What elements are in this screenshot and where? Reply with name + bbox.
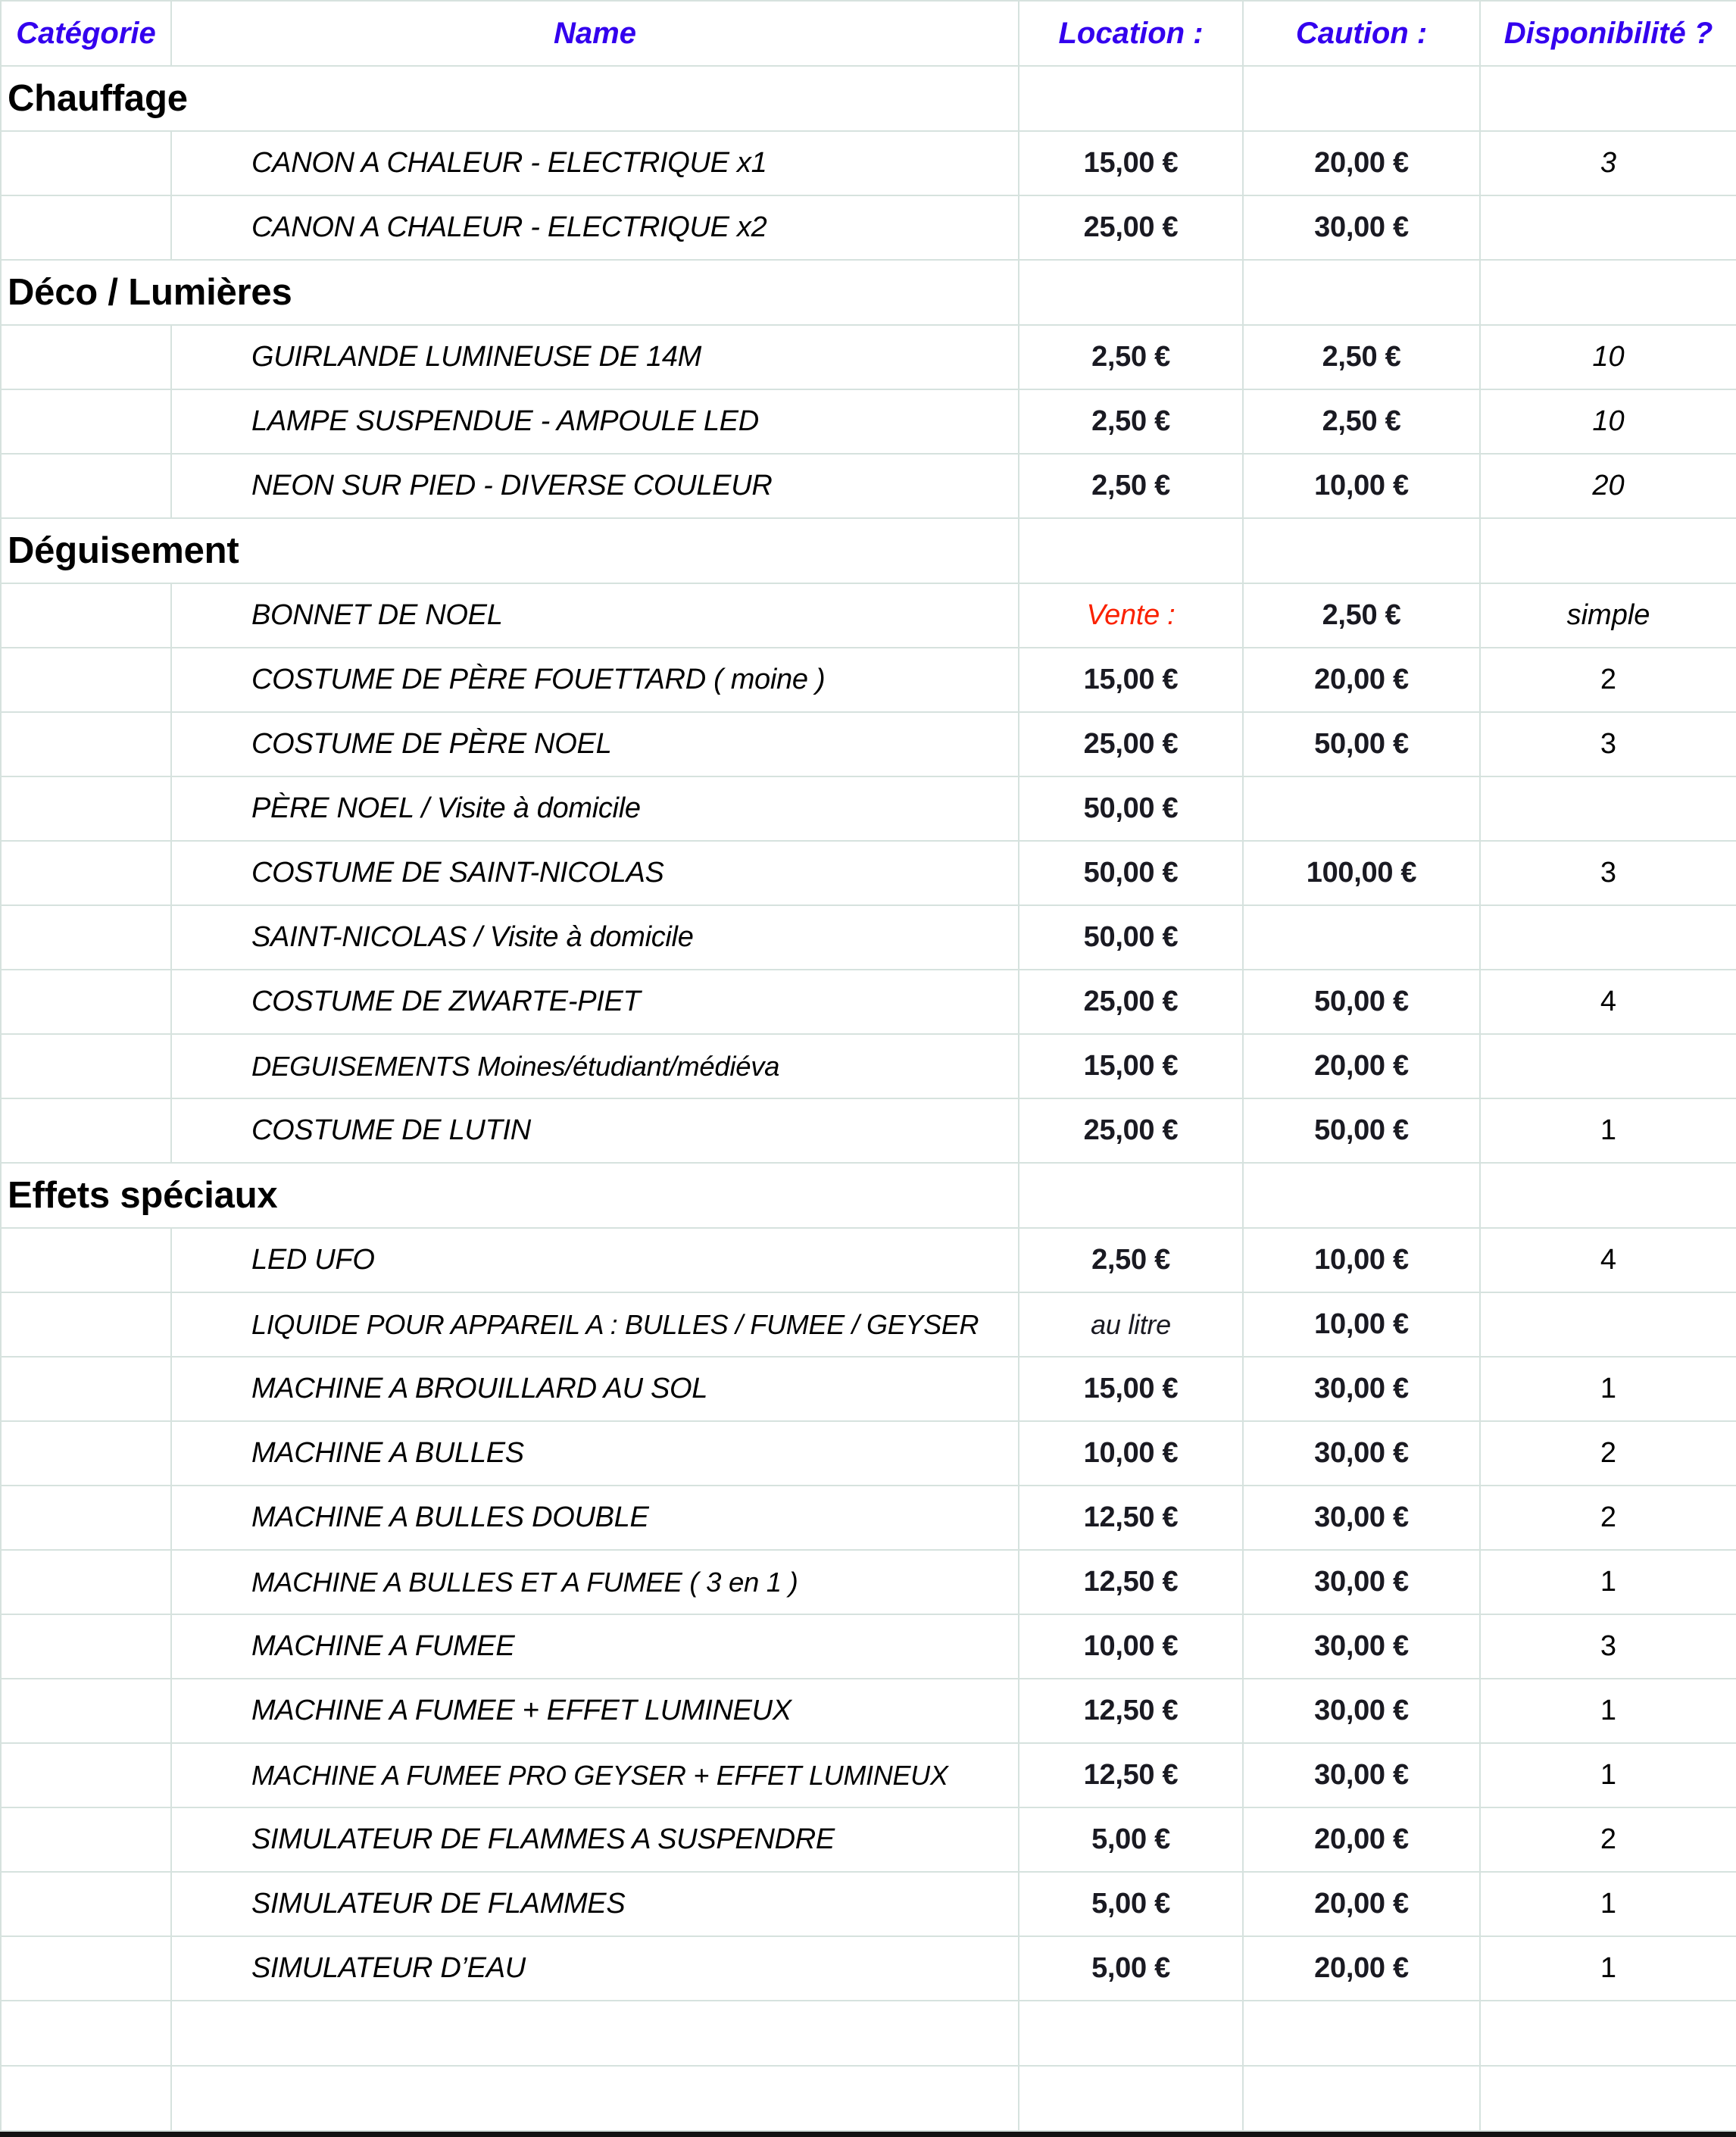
table-row[interactable] [1,1486,1736,1550]
rental-price: 50,00 € [1083,857,1179,889]
cell-categorie[interactable] [1,1486,171,1550]
item-name: BONNET DE NOEL [251,599,503,631]
rental-price: 15,00 € [1083,664,1179,695]
category-blank-location [1019,1163,1243,1228]
cell-location[interactable] [1019,389,1243,454]
cell-caution[interactable] [1243,389,1480,454]
cell-disponibilite[interactable] [1480,1614,1736,1679]
table-row[interactable] [1,1098,1736,1163]
cell-disponibilite[interactable] [1480,325,1736,389]
category-cell[interactable] [1,66,1019,131]
item-name: MACHINE A BROUILLARD AU SOL [251,1373,708,1404]
rental-price: 12,50 € [1083,1759,1179,1791]
cell-name[interactable] [171,454,1019,518]
item-name: COSTUME DE PÈRE FOUETTARD ( moine ) [251,664,826,695]
deposit-price: 10,00 € [1314,470,1409,501]
cell-caution[interactable] [1243,195,1480,260]
blank-cell[interactable] [1,2001,171,2066]
deposit-price: 30,00 € [1314,1373,1409,1404]
cell-categorie[interactable] [1,712,171,776]
column-header-label: Name [554,17,636,50]
item-name: DEGUISEMENTS Moines/étudiant/médiéva [251,1051,780,1082]
blank-cell[interactable] [1480,2001,1736,2066]
rental-price: 25,00 € [1083,728,1179,760]
rental-price: 5,00 € [1091,1823,1170,1855]
deposit-price: 30,00 € [1314,1695,1409,1726]
cell-disponibilite[interactable] [1480,583,1736,648]
blank-cell[interactable] [171,2066,1019,2131]
table-bottom-rule [0,2132,1736,2137]
deposit-price: 20,00 € [1314,147,1409,179]
deposit-price: 30,00 € [1314,1630,1409,1662]
availability-value: 3 [1600,728,1617,760]
blank-cell[interactable] [1243,2001,1480,2066]
cell-disponibilite[interactable] [1480,1486,1736,1550]
cell-caution[interactable] [1243,1292,1480,1357]
cell-location[interactable] [1019,1421,1243,1486]
cell-name[interactable] [171,776,1019,841]
cell-location[interactable] [1019,905,1243,970]
deposit-price: 10,00 € [1314,1308,1409,1340]
rental-price: 5,00 € [1091,1888,1170,1920]
cell-disponibilite[interactable] [1480,1421,1736,1486]
rental-price: Vente : [1086,599,1176,631]
column-header-label: Caution : [1295,17,1428,50]
cell-location[interactable] [1019,195,1243,260]
cell-location[interactable] [1019,1872,1243,1936]
cell-name[interactable] [171,1034,1019,1098]
cell-categorie[interactable] [1,648,171,712]
deposit-price: 10,00 € [1314,1244,1409,1276]
item-name: MACHINE A BULLES DOUBLE [251,1501,649,1533]
category-label: Effets spéciaux [8,1175,278,1216]
cell-location[interactable] [1019,712,1243,776]
cell-location[interactable] [1019,1550,1243,1614]
item-name: PÈRE NOEL / Visite à domicile [251,792,641,824]
cell-categorie[interactable] [1,1228,171,1292]
cell-location[interactable] [1019,325,1243,389]
table-row[interactable] [1,195,1736,260]
rental-price: 2,50 € [1091,470,1170,501]
cell-location[interactable] [1019,1486,1243,1550]
availability-value: 4 [1600,1244,1617,1276]
category-blank-location [1019,260,1243,325]
table-row[interactable] [1,1034,1736,1098]
cell-caution[interactable] [1243,648,1480,712]
category-cell[interactable] [1,518,1019,583]
cell-disponibilite[interactable] [1480,195,1736,260]
deposit-price: 100,00 € [1306,857,1417,889]
cell-location[interactable] [1019,648,1243,712]
cell-caution[interactable] [1243,1679,1480,1743]
item-name: COSTUME DE SAINT-NICOLAS [251,857,664,889]
cell-location[interactable] [1019,1614,1243,1679]
availability-value: 10 [1592,341,1625,373]
availability-value: 2 [1600,1823,1617,1855]
cell-categorie[interactable] [1,1550,171,1614]
rental-price: 25,00 € [1083,986,1179,1017]
deposit-price: 30,00 € [1314,1566,1409,1598]
item-name: CANON A CHALEUR - ELECTRIQUE x1 [251,147,767,179]
cell-name[interactable] [171,648,1019,712]
category-blank-location [1019,66,1243,131]
table-row[interactable] [1,712,1736,776]
table-row[interactable] [1,841,1736,905]
cell-caution[interactable] [1243,1872,1480,1936]
cell-caution[interactable] [1243,1614,1480,1679]
item-name: SIMULATEUR DE FLAMMES A SUSPENDRE [251,1823,835,1855]
deposit-price: 20,00 € [1314,1050,1409,1082]
cell-disponibilite[interactable] [1480,1357,1736,1421]
table-header-row [1,1,1736,66]
cell-categorie[interactable] [1,1679,171,1743]
cell-disponibilite[interactable] [1480,131,1736,195]
category-blank-disponibilite [1480,260,1736,325]
cell-disponibilite[interactable] [1480,1098,1736,1163]
category-blank-disponibilite [1480,518,1736,583]
cell-disponibilite[interactable] [1480,648,1736,712]
table-row[interactable] [1,1550,1736,1614]
item-name: GUIRLANDE LUMINEUSE DE 14M [251,341,702,373]
category-cell[interactable] [1,1163,1019,1228]
cell-location[interactable] [1019,776,1243,841]
cell-caution[interactable] [1243,583,1480,648]
column-header-disponibilite[interactable] [1480,1,1736,66]
column-header-categorie[interactable] [1,1,171,66]
deposit-price: 2,50 € [1322,341,1401,373]
cell-caution[interactable] [1243,841,1480,905]
cell-categorie[interactable] [1,1936,171,2001]
blank-cell[interactable] [1,2066,171,2131]
cell-name[interactable] [171,1228,1019,1292]
cell-disponibilite[interactable] [1480,1872,1736,1936]
cell-disponibilite[interactable] [1480,1228,1736,1292]
cell-disponibilite[interactable] [1480,1679,1736,1743]
deposit-price: 2,50 € [1322,405,1401,437]
cell-location[interactable] [1019,454,1243,518]
deposit-price: 20,00 € [1314,1952,1409,1984]
rental-price: 10,00 € [1083,1630,1179,1662]
item-name: COSTUME DE PÈRE NOEL [251,728,612,760]
availability-value: 1 [1600,1373,1617,1404]
table-row[interactable] [1,1292,1736,1357]
rental-price: 50,00 € [1083,792,1179,824]
blank-cell[interactable] [1019,2001,1243,2066]
category-cell[interactable] [1,260,1019,325]
cell-name[interactable] [171,841,1019,905]
blank-cell[interactable] [171,2001,1019,2066]
cell-categorie[interactable] [1,131,171,195]
table-row[interactable] [1,776,1736,841]
cell-categorie[interactable] [1,1292,171,1357]
deposit-price: 30,00 € [1314,1759,1409,1791]
cell-categorie[interactable] [1,905,171,970]
availability-value: 1 [1600,1566,1617,1598]
cell-disponibilite[interactable] [1480,1807,1736,1872]
deposit-price: 20,00 € [1314,664,1409,695]
cell-categorie[interactable] [1,1872,171,1936]
cell-categorie[interactable] [1,1743,171,1807]
cell-caution[interactable] [1243,712,1480,776]
cell-disponibilite[interactable] [1480,1034,1736,1098]
rental-price: 12,50 € [1083,1566,1179,1598]
category-blank-caution [1243,1163,1480,1228]
item-name: SIMULATEUR DE FLAMMES [251,1888,626,1920]
category-blank-caution [1243,518,1480,583]
item-name: MACHINE A FUMEE + EFFET LUMINEUX [251,1695,792,1726]
deposit-price: 50,00 € [1314,986,1409,1017]
availability-value: 2 [1600,664,1617,695]
availability-value: 3 [1600,1630,1617,1662]
availability-value: 3 [1600,147,1617,179]
availability-value: 4 [1600,986,1617,1017]
cell-categorie[interactable] [1,1098,171,1163]
category-blank-caution [1243,66,1480,131]
cell-categorie[interactable] [1,1421,171,1486]
deposit-price: 30,00 € [1314,1437,1409,1469]
cell-disponibilite[interactable] [1480,970,1736,1034]
deposit-price: 30,00 € [1314,1501,1409,1533]
category-row [1,1163,1736,1228]
cell-name[interactable] [171,1098,1019,1163]
cell-name[interactable] [171,1743,1019,1807]
availability-value: 1 [1600,1695,1617,1726]
deposit-price: 20,00 € [1314,1888,1409,1920]
cell-categorie[interactable] [1,454,171,518]
category-row [1,66,1736,131]
cell-disponibilite[interactable] [1480,1550,1736,1614]
rental-price: 15,00 € [1083,1050,1179,1082]
cell-name[interactable] [171,1679,1019,1743]
table-row[interactable] [1,1357,1736,1421]
cell-name[interactable] [171,325,1019,389]
column-header-caution[interactable] [1243,1,1480,66]
cell-caution[interactable] [1243,1550,1480,1614]
cell-name[interactable] [171,1936,1019,2001]
deposit-price: 20,00 € [1314,1823,1409,1855]
category-blank-caution [1243,260,1480,325]
cell-name[interactable] [171,389,1019,454]
blank-cell[interactable] [1243,2066,1480,2131]
cell-location[interactable] [1019,1098,1243,1163]
category-label: Chauffage [8,78,188,119]
cell-disponibilite[interactable] [1480,389,1736,454]
cell-location[interactable] [1019,1357,1243,1421]
item-name: LIQUIDE POUR APPAREIL A : BULLES / FUMEE / GEYSER [251,1309,979,1340]
cell-location[interactable] [1019,970,1243,1034]
cell-caution[interactable] [1243,1357,1480,1421]
item-name: SIMULATEUR D’EAU [251,1952,526,1984]
cell-name[interactable] [171,1614,1019,1679]
rental-price: au litre [1091,1309,1171,1340]
item-name: MACHINE A BULLES ET A FUMEE ( 3 en 1 ) [251,1567,798,1598]
table-row[interactable] [1,1743,1736,1807]
cell-name[interactable] [171,195,1019,260]
cell-disponibilite[interactable] [1480,1936,1736,2001]
item-name: COSTUME DE ZWARTE-PIET [251,986,641,1017]
rental-price: 15,00 € [1083,1373,1179,1404]
availability-value: 20 [1592,470,1625,501]
rental-price: 25,00 € [1083,211,1179,243]
cell-name[interactable] [171,1421,1019,1486]
cell-disponibilite[interactable] [1480,776,1736,841]
availability-value: 1 [1600,1888,1617,1920]
cell-caution[interactable] [1243,325,1480,389]
availability-value: 1 [1600,1114,1617,1146]
availability-value: 10 [1592,405,1625,437]
rental-price: 5,00 € [1091,1952,1170,1984]
column-header-name[interactable] [171,1,1019,66]
cell-caution[interactable] [1243,1034,1480,1098]
column-header-location[interactable] [1019,1,1243,66]
cell-location[interactable] [1019,841,1243,905]
item-name: MACHINE A BULLES [251,1437,524,1469]
cell-categorie[interactable] [1,1357,171,1421]
table-row[interactable] [1,970,1736,1034]
cell-name[interactable] [171,131,1019,195]
cell-location[interactable] [1019,1679,1243,1743]
cell-categorie[interactable] [1,1807,171,1872]
table-row[interactable] [1,1807,1736,1872]
category-label: Déco / Lumières [8,272,292,313]
table-row[interactable] [1,325,1736,389]
cell-name[interactable] [171,712,1019,776]
table-row[interactable] [1,131,1736,195]
cell-disponibilite[interactable] [1480,841,1736,905]
rental-price: 12,50 € [1083,1695,1179,1726]
availability-value: 1 [1600,1952,1617,1984]
cell-disponibilite[interactable] [1480,712,1736,776]
cell-caution[interactable] [1243,1936,1480,2001]
availability-value: simple [1566,599,1650,631]
cell-name[interactable] [171,905,1019,970]
table-row[interactable] [1,648,1736,712]
cell-caution[interactable] [1243,1807,1480,1872]
item-name: MACHINE A FUMEE PRO GEYSER + EFFET LUMINEUX [251,1760,948,1791]
item-name: LED UFO [251,1244,375,1276]
cell-categorie[interactable] [1,1614,171,1679]
cell-categorie[interactable] [1,325,171,389]
deposit-price: 50,00 € [1314,1114,1409,1146]
availability-value: 2 [1600,1437,1617,1469]
item-name: LAMPE SUSPENDUE - AMPOULE LED [251,405,759,437]
table-row[interactable] [1,1679,1736,1743]
cell-disponibilite[interactable] [1480,905,1736,970]
cell-name[interactable] [171,1550,1019,1614]
rental-price: 50,00 € [1083,921,1179,953]
cell-name[interactable] [171,1292,1019,1357]
category-blank-disponibilite [1480,1163,1736,1228]
category-label: Déguisement [8,530,239,571]
table-row[interactable] [1,583,1736,648]
cell-categorie[interactable] [1,776,171,841]
availability-value: 2 [1600,1501,1617,1533]
cell-caution[interactable] [1243,905,1480,970]
table-row[interactable] [1,454,1736,518]
cell-categorie[interactable] [1,583,171,648]
cell-caution[interactable] [1243,776,1480,841]
cell-categorie[interactable] [1,841,171,905]
blank-cell[interactable] [1480,2066,1736,2131]
availability-value: 3 [1600,857,1617,889]
table-row[interactable] [1,1614,1736,1679]
cell-disponibilite[interactable] [1480,1743,1736,1807]
category-blank-location [1019,518,1243,583]
cell-caution[interactable] [1243,454,1480,518]
cell-location[interactable] [1019,583,1243,648]
category-row [1,260,1736,325]
cell-name[interactable] [171,1872,1019,1936]
deposit-price: 50,00 € [1314,728,1409,760]
blank-row[interactable] [1,2066,1736,2131]
rental-price: 2,50 € [1091,405,1170,437]
item-name: NEON SUR PIED - DIVERSE COULEUR [251,470,773,501]
cell-name[interactable] [171,583,1019,648]
table-row[interactable] [1,1936,1736,2001]
cell-caution[interactable] [1243,970,1480,1034]
category-blank-disponibilite [1480,66,1736,131]
item-name: MACHINE A FUMEE [251,1630,515,1662]
table-row[interactable] [1,389,1736,454]
rental-price: 25,00 € [1083,1114,1179,1146]
table-row[interactable] [1,1421,1736,1486]
cell-name[interactable] [171,1357,1019,1421]
category-row [1,518,1736,583]
item-name: SAINT-NICOLAS / Visite à domicile [251,921,694,953]
cell-caution[interactable] [1243,131,1480,195]
cell-caution[interactable] [1243,1098,1480,1163]
blank-cell[interactable] [1019,2066,1243,2131]
column-header-label: Location : [1058,17,1204,50]
column-header-label: Catégorie [16,17,156,50]
column-header-label: Disponibilité ? [1503,17,1713,50]
item-name: COSTUME DE LUTIN [251,1114,531,1146]
rental-price: 10,00 € [1083,1437,1179,1469]
cell-location[interactable] [1019,1936,1243,2001]
cell-categorie[interactable] [1,389,171,454]
cell-location[interactable] [1019,1034,1243,1098]
cell-location[interactable] [1019,1807,1243,1872]
rental-price: 12,50 € [1083,1501,1179,1533]
cell-caution[interactable] [1243,1743,1480,1807]
cell-caution[interactable] [1243,1228,1480,1292]
cell-name[interactable] [171,1807,1019,1872]
cell-caution[interactable] [1243,1486,1480,1550]
cell-disponibilite[interactable] [1480,1292,1736,1357]
deposit-price: 2,50 € [1322,599,1401,631]
table-row[interactable] [1,1872,1736,1936]
cell-name[interactable] [171,1486,1019,1550]
blank-row[interactable] [1,2001,1736,2066]
rental-price: 15,00 € [1083,147,1179,179]
cell-categorie[interactable] [1,970,171,1034]
table-row[interactable] [1,905,1736,970]
availability-value: 1 [1600,1759,1617,1791]
cell-location[interactable] [1019,131,1243,195]
table-row[interactable] [1,1228,1736,1292]
cell-caution[interactable] [1243,1421,1480,1486]
deposit-price: 30,00 € [1314,211,1409,243]
cell-location[interactable] [1019,1228,1243,1292]
cell-disponibilite[interactable] [1480,454,1736,518]
rental-price: 2,50 € [1091,1244,1170,1276]
item-name: CANON A CHALEUR - ELECTRIQUE x2 [251,211,767,243]
rental-price: 2,50 € [1091,341,1170,373]
cell-categorie[interactable] [1,1034,171,1098]
cell-categorie[interactable] [1,195,171,260]
cell-name[interactable] [171,970,1019,1034]
